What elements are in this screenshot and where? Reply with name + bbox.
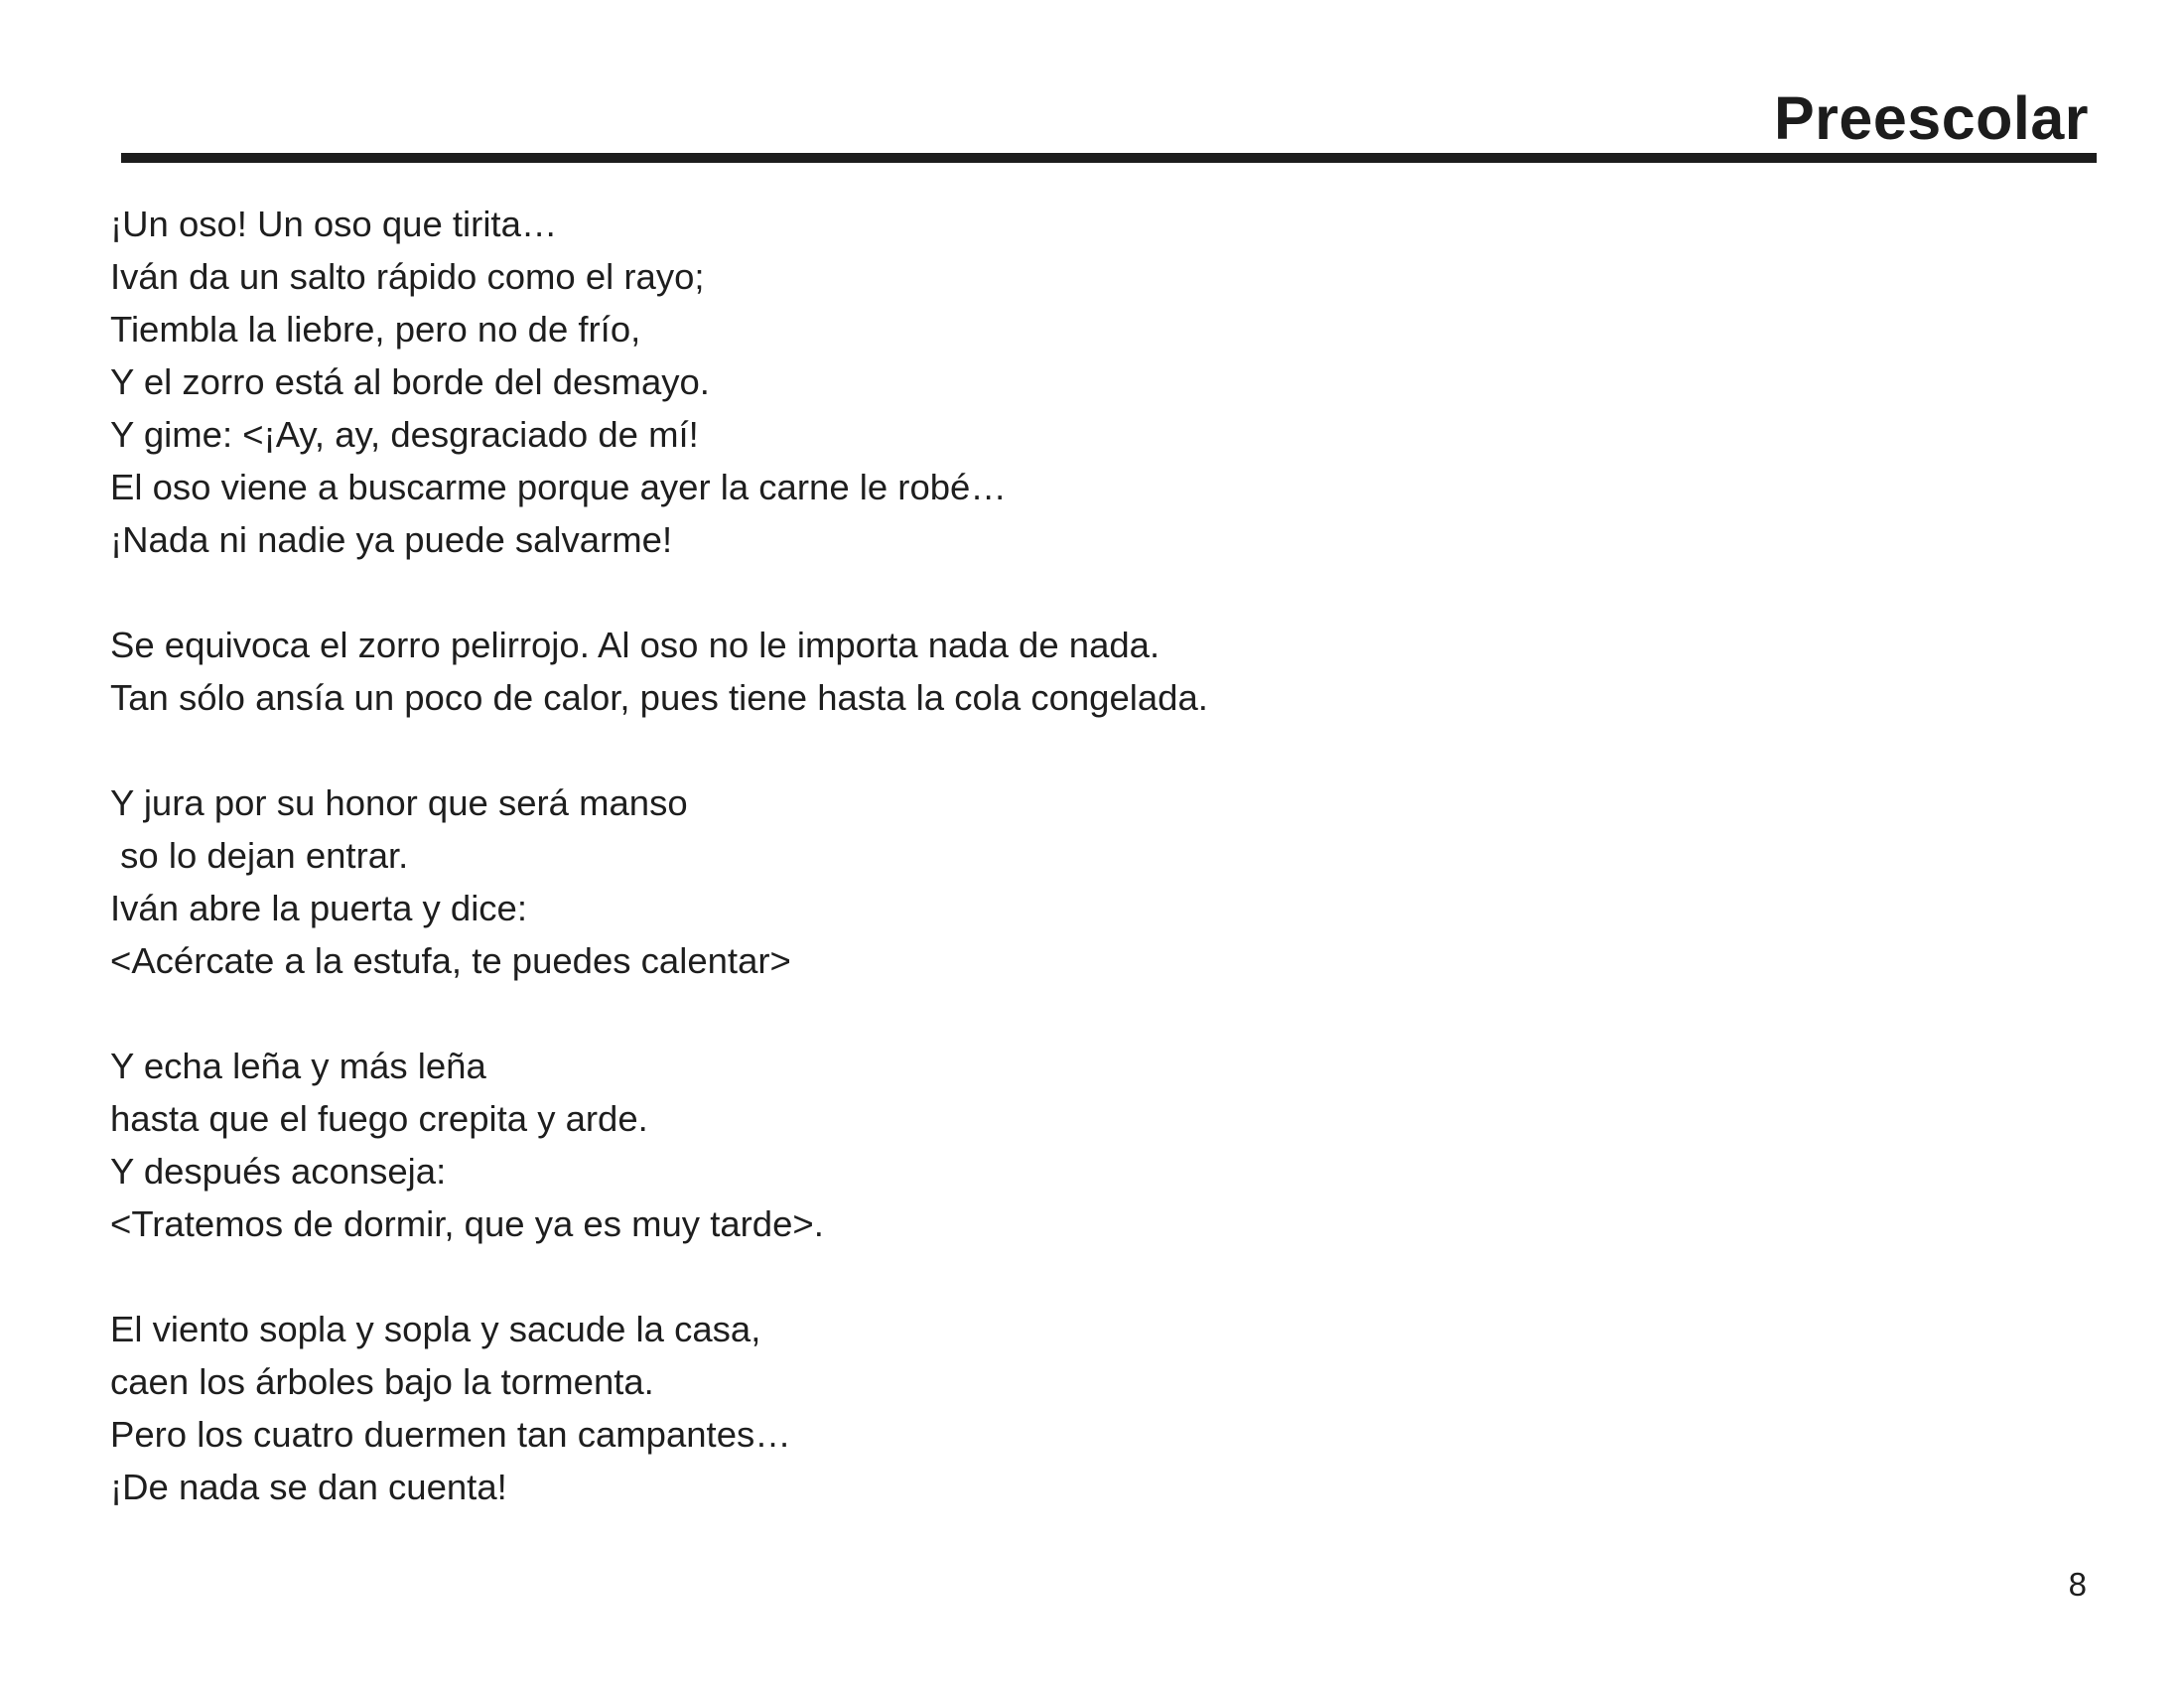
header-divider <box>121 153 2097 163</box>
poem-line: hasta que el fuego crepita y arde. <box>110 1098 648 1139</box>
poem-line: Iván abre la puerta y dice: <box>110 888 527 928</box>
poem-line: Y el zorro está al borde del desmayo. <box>110 361 710 402</box>
poem-line: ¡De nada se dan cuenta! <box>110 1467 507 1507</box>
poem-line: Y después aconseja: <box>110 1151 447 1192</box>
poem-line: Y jura por su honor que será manso <box>110 782 688 823</box>
page-title: Preescolar <box>1774 84 2089 152</box>
poem-line: Pero los cuatro duermen tan campantes… <box>110 1414 791 1455</box>
poem-line: Iván da un salto rápido como el rayo; <box>110 256 705 297</box>
poem-line: ¡Un oso! Un oso que tirita… <box>110 204 558 244</box>
stanza-4 <box>110 1040 1996 1250</box>
poem-line: Tiembla la liebre, pero no de frío, <box>110 309 641 350</box>
poem-line: ¡Nada ni nadie ya puede salvarme! <box>110 519 673 560</box>
page-header <box>121 79 2097 163</box>
poem-body <box>110 198 1996 1566</box>
stanza-5 <box>110 1303 1996 1513</box>
poem-line: so lo dejan entrar. <box>110 835 409 876</box>
page-number: 8 <box>2068 1566 2087 1603</box>
poem-line: Y gime: <¡Ay, ay, desgraciado de mí! <box>110 414 699 455</box>
poem-line: Y echa leña y más leña <box>110 1046 486 1086</box>
stanza-1 <box>110 198 1996 566</box>
poem-line: caen los árboles bajo la tormenta. <box>110 1361 654 1402</box>
poem-line: Se equivoca el zorro pelirrojo. Al oso no le importa nada de nada. <box>110 625 1160 665</box>
stanza-3 <box>110 776 1996 987</box>
poem-line: <Acércate a la estufa, te puedes calentar> <box>110 940 791 981</box>
stanza-2 <box>110 619 1996 724</box>
poem-line: El oso viene a buscarme porque ayer la carne le robé… <box>110 467 1007 507</box>
poem-line: El viento sopla y sopla y sacude la casa, <box>110 1309 761 1349</box>
poem-line: Tan sólo ansía un poco de calor, pues tiene hasta la cola congelada. <box>110 677 1208 718</box>
poem-line: <Tratemos de dormir, que ya es muy tarde>. <box>110 1203 824 1244</box>
